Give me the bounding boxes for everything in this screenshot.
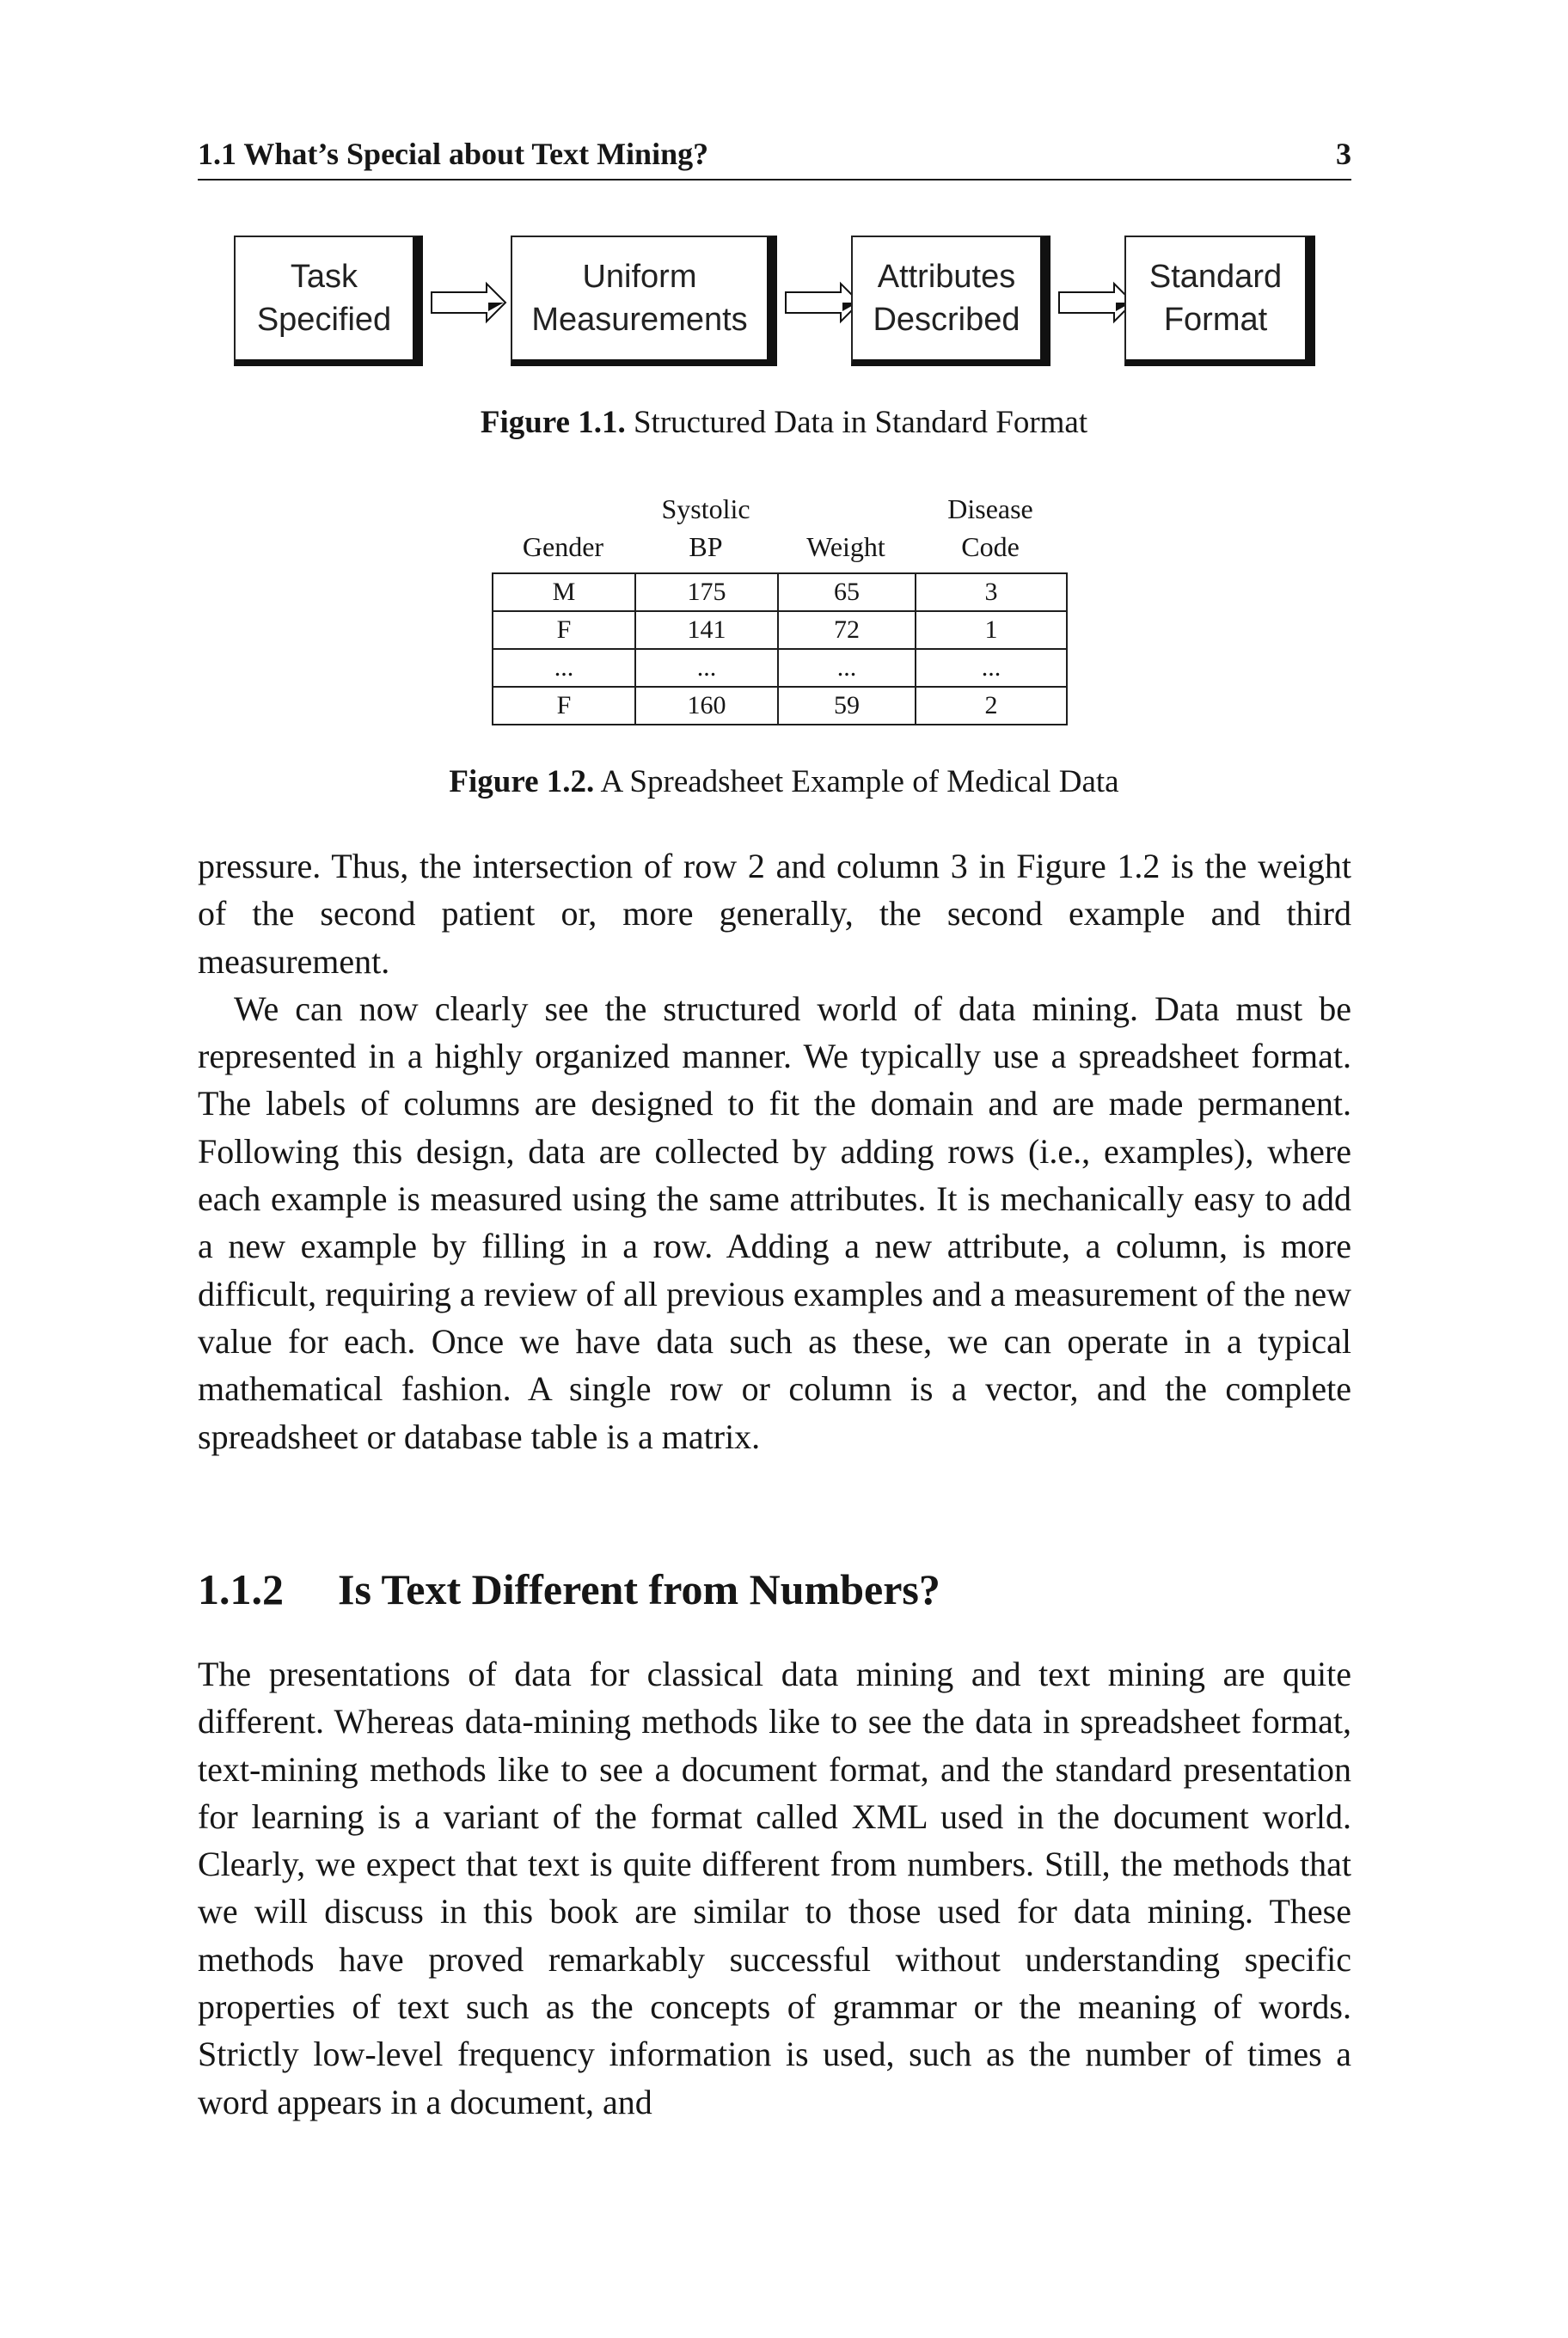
table-cell: ... (778, 649, 916, 687)
figure-1-2-caption-label: Figure 1.2. (449, 764, 595, 799)
flow-box-attributes-described: Attributes Described (851, 236, 1050, 366)
section-number: 1.1.2 (198, 1565, 284, 1613)
flow-box-standard-format: Standard Format (1124, 236, 1315, 366)
paragraph: pressure. Thus, the intersection of row 2 and column 3 in Figure 1.2 is the weight of the second patient or, more generally, the second example and third measurement. (198, 847, 1351, 981)
column-header-gender: Gender (522, 531, 604, 562)
table-cell: 65 (778, 573, 916, 611)
table-cell: ... (635, 649, 778, 687)
figure-1-1-flow-diagram (234, 230, 1317, 368)
column-header-weight: Weight (806, 531, 885, 562)
table-row (493, 649, 1067, 687)
body-text (198, 842, 1351, 1460)
table-body (492, 572, 1068, 725)
table-cell: 2 (916, 687, 1067, 725)
figure-1-2-table (492, 474, 1066, 725)
column-header-disease-code: Disease Code (947, 493, 1033, 562)
table-row (493, 611, 1067, 649)
figure-1-1-caption-label: Figure 1.1. (480, 405, 626, 440)
running-header (198, 131, 1351, 181)
table-cell: F (493, 611, 635, 649)
section-title: Is Text Different from Numbers? (338, 1565, 940, 1613)
table-cell: 59 (778, 687, 916, 725)
section-body (198, 1650, 1351, 2126)
paragraph: We can now clearly see the structured world of data mining. Data must be represented in a highly organized manner. We typically use a spreadsheet format. The labels of columns are designed to fit the domain and are made permanent. Following this design, data are collected by adding rows (i.e., examples), where each example is measured using the same attributes. It is mechanically easy to add a new example by filling in a row. Adding a new attribute, a column, is more difficult, requiring a review of all previous examples and a measurement of the new value for each. Once we have data such as these, we can operate in a typical mathematical fashion. A single row or column is a vector, and the complete spreadsheet or database table is a matrix. (198, 988, 1351, 1456)
table-cell: M (493, 573, 635, 611)
page-number: 3 (1336, 137, 1351, 171)
table-cell: 175 (635, 573, 778, 611)
section-heading (198, 1564, 940, 1614)
running-header-title: 1.1 What’s Special about Text Mining? (198, 137, 709, 171)
figure-1-1-caption (0, 404, 1568, 441)
figure-1-2-caption-text: A Spreadsheet Example of Medical Data (594, 764, 1119, 799)
paragraph: The presentations of data for classical data mining and text mining are quite different. Whereas data-mining methods like to see the data in spreadsheet format, text-mining methods like to see a document format, and the standard presentation for learning is a variant of the format called XML used in the document world. Clearly, we expect that text is quite different from numbers. Still, the methods that we will discuss in this book are similar to those used for data mining. These methods have proved remarkably successful without understanding specific properties of text such as the concepts of grammar or the meaning of words. Strictly low-level frequency information is used, such as the number of times a word appears in a document, and (198, 1655, 1351, 2121)
figure-1-2-caption (0, 763, 1568, 800)
table-cell: 160 (635, 687, 778, 725)
table-cell: ... (916, 649, 1067, 687)
flow-arrow-icon (426, 270, 511, 330)
table-cell: 3 (916, 573, 1067, 611)
table-row (493, 687, 1067, 725)
table-cell: 72 (778, 611, 916, 649)
column-header-systolic-bp: Systolic BP (661, 493, 750, 562)
table-cell: ... (493, 649, 635, 687)
table-cell: 1 (916, 611, 1067, 649)
table-cell: 141 (635, 611, 778, 649)
table-cell: F (493, 687, 635, 725)
figure-1-1-caption-text: Structured Data in Standard Format (625, 405, 1088, 440)
table-header (492, 474, 1066, 566)
table-row (493, 573, 1067, 611)
flow-box-uniform-measurements: Uniform Measurements (511, 236, 777, 366)
flow-box-task-specified: Task Specified (234, 236, 423, 366)
